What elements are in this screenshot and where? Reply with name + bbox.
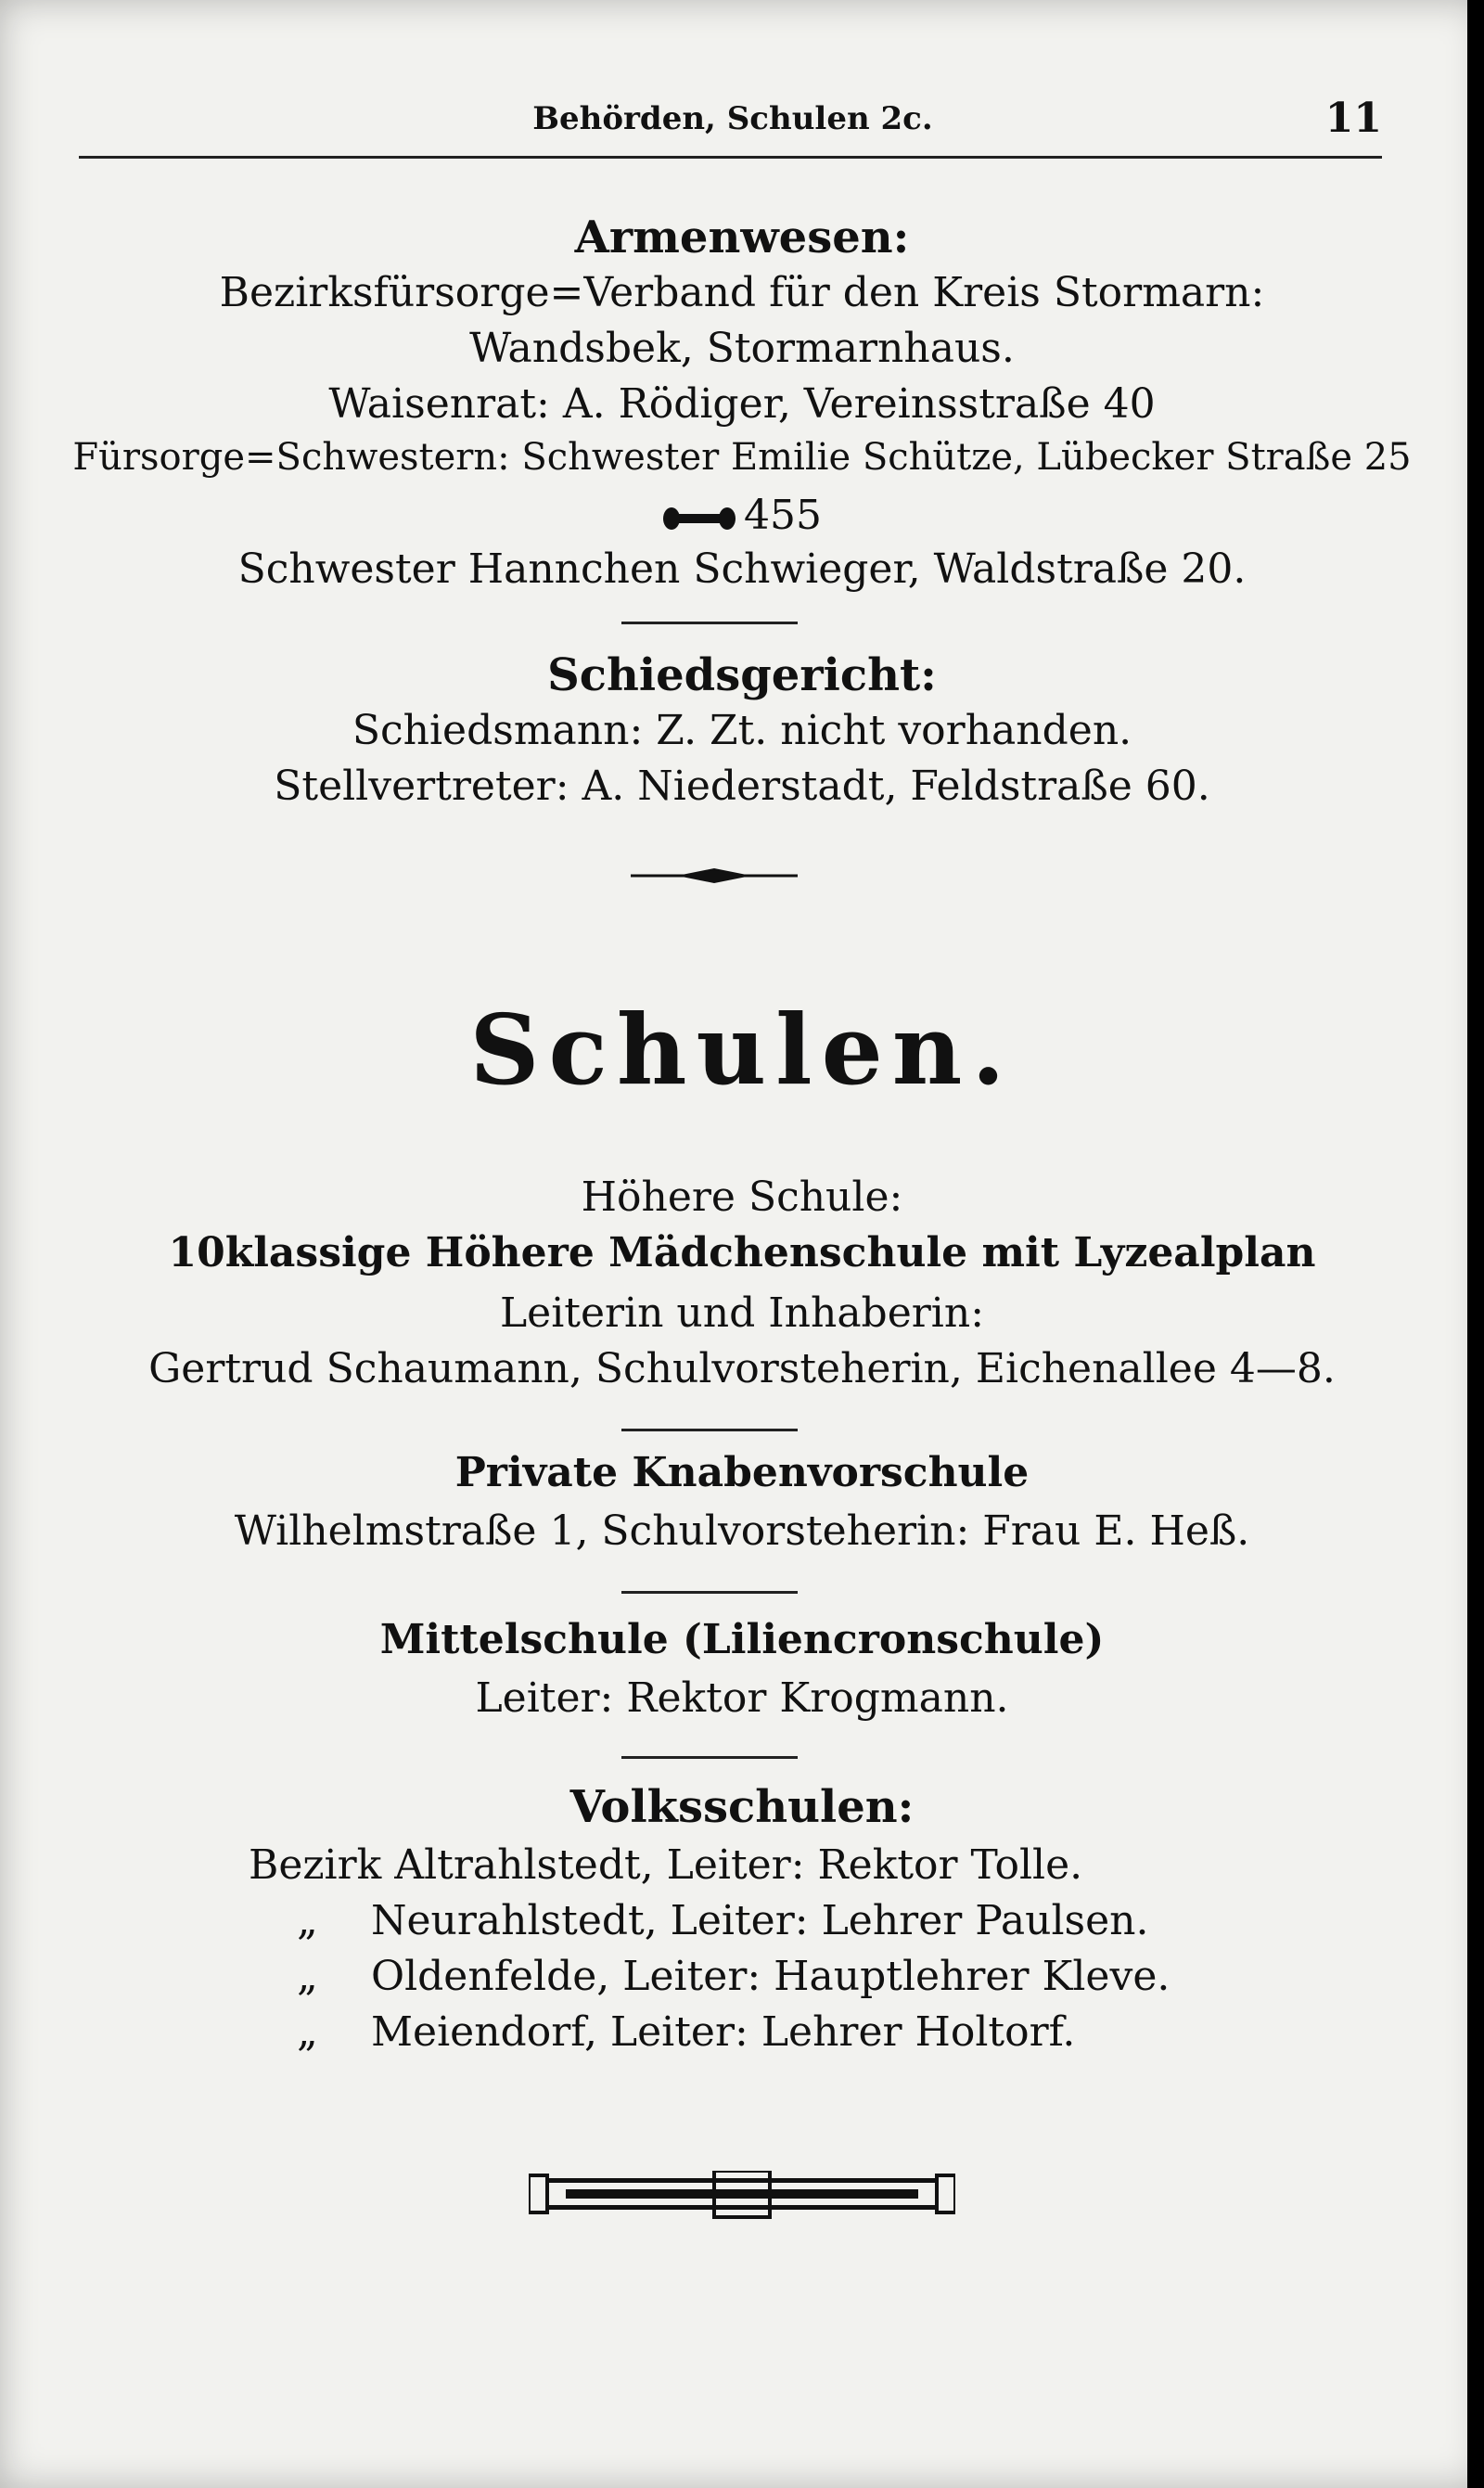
section-divider [621,1756,798,1759]
armenwesen-line: Wandsbek, Stormarnhaus. [469,325,1015,372]
armenwesen-line: Fürsorge=Schwestern: Schwester Emilie Schütze, Lübecker Straße 25 [72,436,1412,479]
ditto-mark: „ [297,2008,318,2056]
school-name: 10klassige Höhere Mädchenschule mit Lyzealplan [168,1229,1316,1276]
volksschule-row [297,1897,1148,1944]
section-divider [621,1591,798,1594]
phone-line [0,492,1484,539]
page-number: 11 [1324,95,1382,142]
ditto-mark: „ [297,1953,318,2000]
school-person: Gertrud Schaumann, Schulvorsteherin, Eichenallee 4—8. [148,1345,1336,1392]
phone-number: 455 [744,492,822,539]
page-header [83,95,1382,156]
section-heading-schiedsgericht: Schiedsgericht: [547,649,937,701]
volksschule-row: Bezirk Altrahlstedt, Leiter: Rektor Tolle. [249,1841,1083,1889]
school-detail: Leiter: Rektor Krogmann. [475,1674,1009,1722]
volksschule-row [297,2008,1075,2056]
chapter-title: Schulen. [469,993,1015,1107]
ornament-divider [631,866,798,885]
subsection-label: Höhere Schule: [581,1173,903,1221]
armenwesen-line: Schwester Hannchen Schwieger, Waldstraße 20. [237,545,1247,593]
ditto-mark: „ [297,1897,318,1944]
school-name: Mittelschule (Liliencronschule) [379,1616,1105,1663]
school-name: Private Knabenvorschule [454,1449,1030,1496]
armenwesen-line: Bezirksfürsorge=Verband für den Kreis Stormarn: [219,269,1265,316]
section-divider [621,622,798,624]
closing-ornament [529,2171,955,2226]
header-rule [79,156,1382,159]
volksschule-row [297,1953,1170,2000]
telephone-icon [662,505,736,532]
volksschule-text: Meiendorf, Leiter: Lehrer Holtorf. [371,2008,1076,2056]
section-divider [621,1429,798,1431]
schiedsgericht-line: Stellvertreter: A. Niederstadt, Feldstraße 60. [274,763,1210,810]
volksschule-text: Oldenfelde, Leiter: Hauptlehrer Kleve. [371,1953,1171,2000]
volksschule-text: Neurahlstedt, Leiter: Lehrer Paulsen. [371,1897,1149,1944]
section-heading-armenwesen: Armenwesen: [574,212,910,263]
school-detail: Wilhelmstraße 1, Schulvorsteherin: Frau E. Heß. [234,1507,1250,1555]
armenwesen-line: Waisenrat: A. Rödiger, Vereinsstraße 40 [328,380,1156,428]
schiedsgericht-line: Schiedsmann: Z. Zt. nicht vorhanden. [352,707,1132,754]
school-role: Leiterin und Inhaberin: [499,1289,985,1337]
section-heading-volksschulen: Volksschulen: [569,1781,915,1833]
running-title: Behörden, Schulen 2c. [532,100,933,137]
